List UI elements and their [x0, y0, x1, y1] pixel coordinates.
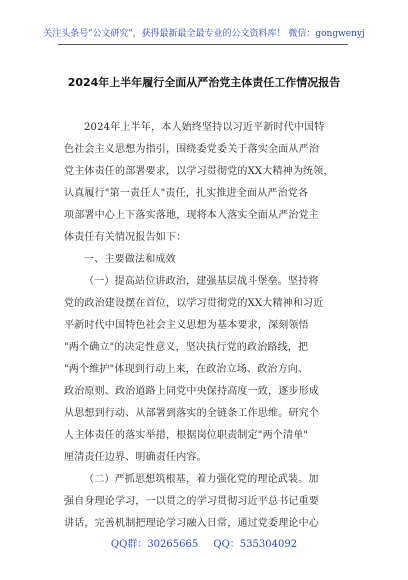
- header-divider: [58, 44, 348, 45]
- footer-qq-number: QQ：535304092: [213, 539, 298, 550]
- document-title: 2024年上半年履行全面从严治党主体责任工作情况报告: [67, 76, 341, 89]
- body-line: 平新时代中国特色社会主义思想为基本要求，深刻领悟: [64, 320, 309, 331]
- body-line: 党主体责任的部署要求，以学习贯彻党的XX大精神为统领，: [64, 166, 334, 177]
- section-heading: 一、主要做法和成效: [84, 254, 176, 265]
- body-line: 色社会主义思想为指引，围绕委党委关于落实全面从严治: [64, 144, 319, 155]
- body-line: 讲话，完善机制把理论学习融入日常，通过党委理论中心: [64, 518, 319, 529]
- body-line: 政治原则、政治道路上同党中央保持高度一致，逐步形成: [64, 386, 319, 397]
- footer-qq-group: QQ群：30265665: [110, 539, 199, 550]
- document-body: [64, 117, 344, 535]
- body-line: 强自身理论学习，一以贯之的学习贯彻习近平总书记重要: [64, 496, 319, 507]
- body-line: （一）提高站位讲政治，建强基层战斗堡垒。坚持将: [84, 276, 319, 287]
- body-line: "两个确立"的决定性意义，坚决执行党的政治路线，把: [64, 342, 309, 353]
- body-line: 体责任有关情况报告如下：: [64, 232, 187, 243]
- footer-contact: [0, 535, 408, 550]
- body-line: 人主体责任的落实举措，根据岗位职责制定"两个清单": [64, 430, 309, 441]
- body-line: 项部署中心上下落实落地，现将本人落实全面从严治党主: [64, 210, 319, 221]
- body-line: 厘清责任边界、明确责任内容。: [64, 452, 207, 463]
- body-line: 党的政治建设摆在首位，以学习贯彻党的XX大精神和习近: [64, 298, 324, 309]
- body-line: （二）严抓思想筑根基，着力强化党的理论武装。加: [84, 474, 319, 485]
- header-promo-note: 关注头条号"公文研究"，获得最新最全最专业的公文资料库！ 微信：gongwenyj: [43, 29, 365, 39]
- body-line: 认真履行"第一责任人"责任，扎实推进全面从严治党各: [64, 188, 309, 199]
- body-line: 2024年上半年，本人始终坚持以习近平新时代中国特: [84, 122, 325, 133]
- body-line: 从思想到行动、从部署到落实的全链条工作思维。研究个: [64, 408, 319, 419]
- body-line: "两个维护"体现到行动上来，在政治立场、政治方向、: [64, 364, 309, 375]
